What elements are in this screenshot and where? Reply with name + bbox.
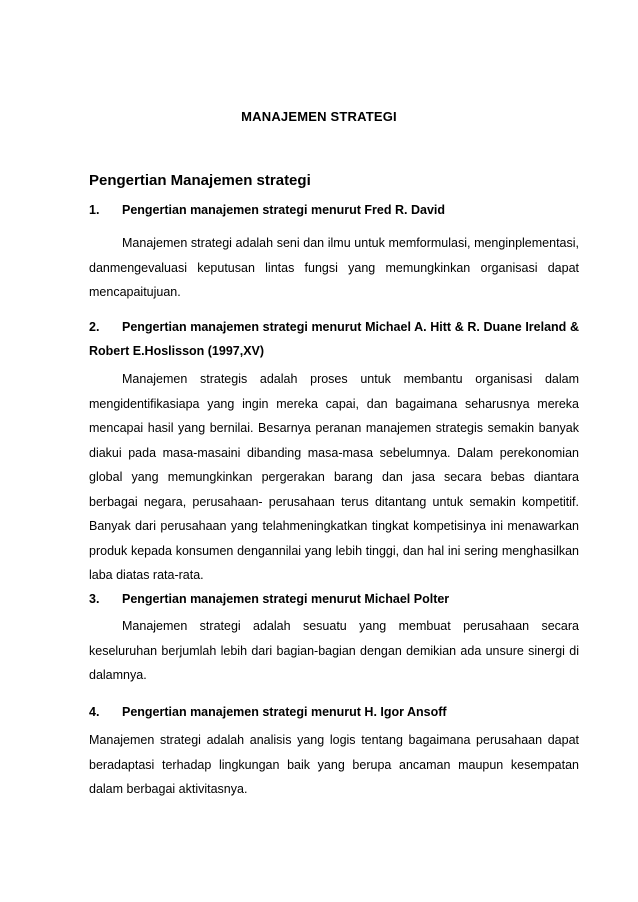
item-paragraph-2: Manajemen strategis adalah proses untuk membantu organisasi dalam mengidentifikasiapa yang ingin mereka capai, dan bagaimana seharusnya mereka mencapai hasil yang bernilai. Besarnya peranan manajemen strategis semakin banyak diakui pada masa-masaini dibanding masa-masa sebelumnya. Dalam perekonomian global yang memungkinkan pergerakan barang dan jasa secara bebas diantara berbagai negara, perusahaan- perusahaan terus ditantang untuk semakin kompetitif. Banyak dari perusahaan yang telahmeningkatkan tingkat kompetisinya ini menawarkan produk kepada konsumen dengannilai yang lebih tinggi, dan hal ini sering menghasilkan laba diatas rata-rata. (89, 372, 579, 582)
item-heading-text: Pengertian manajemen strategi menurut H. Igor Ansoff (122, 705, 447, 719)
item-heading-4 (89, 700, 579, 724)
item-heading-2 (89, 315, 579, 363)
item-paragraph-4: Manajemen strategi adalah analisis yang logis tentang bagaimana perusahaan dapat beradaptasi terhadap lingkungan baik yang berupa ancaman maupun kesempatan dalam berbagai aktivitasnya. (89, 733, 579, 796)
item-number: 1. (89, 203, 100, 217)
item-heading-text: Pengertian manajemen strategi menurut Michael A. Hitt & R. Duane Ireland & Robert E.Hoslisson (1997,XV) (89, 320, 579, 358)
item-number: 2. (89, 320, 100, 334)
item-heading-text: Pengertian manajemen strategi menurut Fred R. David (122, 203, 445, 217)
item-paragraph-1: Manajemen strategi adalah seni dan ilmu untuk memformulasi, menginplementasi, danmengevaluasi keputusan lintas fungsi yang memungkinkan organisasi dapat mencapaitujuan. (89, 236, 579, 299)
item-number: 3. (89, 592, 100, 606)
item-paragraph-3: Manajemen strategi adalah sesuatu yang membuat perusahaan secara keseluruhan berjumlah lebih dari bagian-bagian dengan demikian ada unsure sinergi di dalamnya. (89, 619, 579, 682)
item-heading-1 (89, 198, 579, 222)
section-title: Pengertian Manajemen strategi (89, 172, 311, 189)
item-heading-text: Pengertian manajemen strategi menurut Michael Polter (122, 592, 450, 606)
item-heading-3 (89, 587, 579, 611)
item-number: 4. (89, 705, 100, 719)
document-title: MANAJEMEN STRATEGI (241, 109, 397, 124)
